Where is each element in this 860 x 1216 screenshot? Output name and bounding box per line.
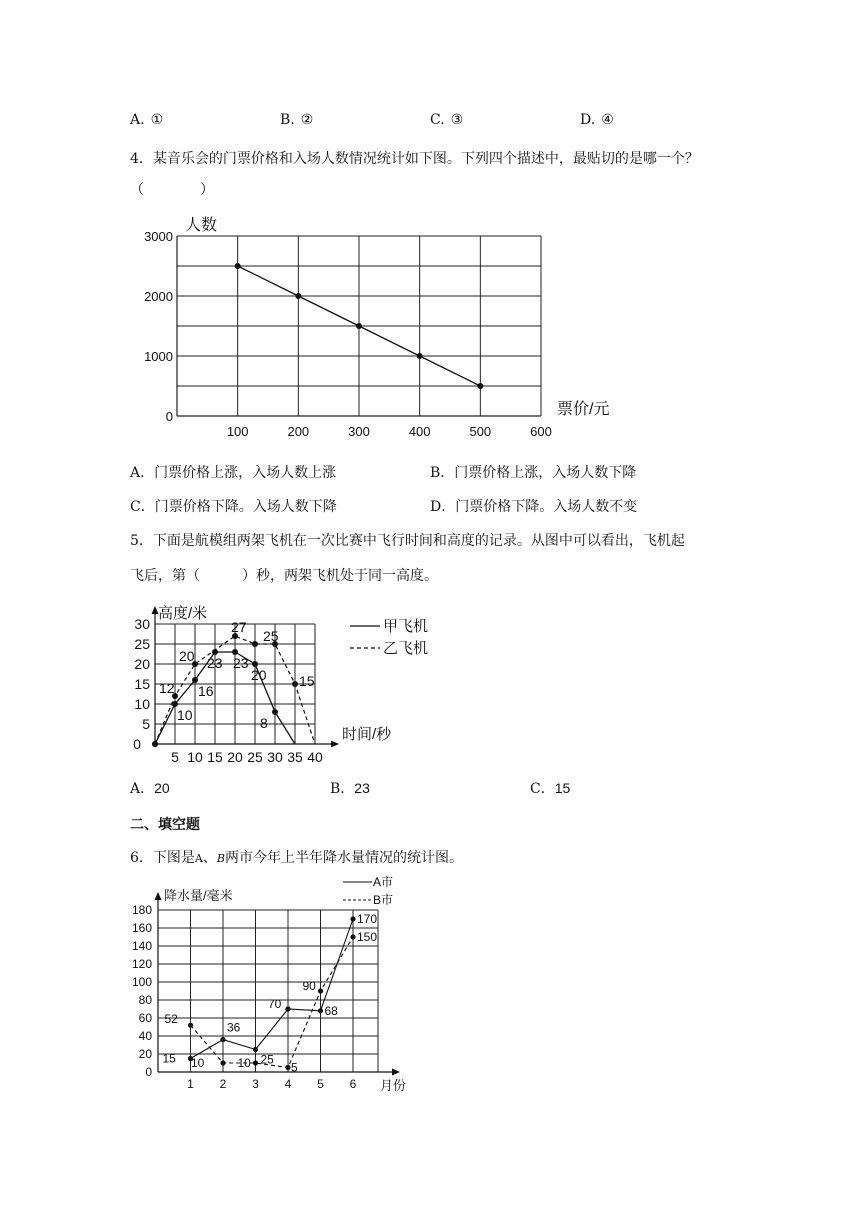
y-tick-label: 20 [134, 656, 150, 672]
plane-altitude-chart [120, 595, 450, 770]
x-axis-label: 时间/秒 [342, 726, 392, 743]
city-a-label: 36 [227, 1020, 241, 1035]
x-tick-label: 200 [287, 424, 310, 439]
x-axis-arrow [331, 741, 339, 748]
y-tick-label: 60 [138, 1011, 152, 1025]
city-b-point [188, 1023, 193, 1028]
city-a-point [285, 1006, 290, 1011]
plane-a-label: 20 [251, 667, 267, 683]
y-axis-label: 高度/米 [158, 605, 208, 622]
city-a-label: 25 [260, 1052, 274, 1067]
plane-b-point [252, 641, 258, 647]
x-tick-label: 10 [187, 749, 203, 765]
y-axis-arrow [155, 892, 162, 900]
x-tick-label: 35 [287, 749, 303, 765]
y-tick-label: 15 [134, 676, 150, 692]
legend-plane-a: 甲飞机 [383, 618, 429, 635]
x-tick-label: 3 [252, 1077, 259, 1091]
city-a-point [318, 1008, 323, 1013]
q4-option-b[interactable]: B．门票价格上涨，入场人数下降 [430, 465, 637, 481]
city-a-point [220, 1037, 225, 1042]
x-tick-label: 40 [307, 749, 323, 765]
city-a-point [253, 1047, 258, 1052]
q4-option-c[interactable]: C．门票价格下降。入场人数下降 [130, 499, 337, 515]
plane-a-label: 23 [207, 655, 223, 671]
x-tick-label: 1 [187, 1077, 194, 1091]
x-tick-label: 25 [247, 749, 263, 765]
q5-option-b[interactable]: B．23 [330, 780, 370, 797]
city-b-point [253, 1060, 258, 1065]
plane-b-point [152, 741, 158, 747]
city-a-point [350, 916, 355, 921]
q4-option-a[interactable]: A．门票价格上涨，入场人数上涨 [130, 465, 337, 481]
plane-a-label: 16 [198, 683, 214, 699]
y-tick-label: 180 [131, 903, 152, 917]
y-tick-label: 1000 [144, 349, 173, 364]
plane-a-label: 10 [177, 707, 193, 723]
city-b-label: 52 [164, 1012, 178, 1027]
q3-option-d[interactable]: D. ④ [580, 112, 614, 128]
q4-stem-line1: 4．某音乐会的门票价格和入场人数情况统计如下图。下列四个描述中，最贴切的是哪一个？ [130, 151, 699, 167]
city-b-point [285, 1065, 290, 1070]
city-b-label: 10 [191, 1056, 205, 1070]
y-tick-label: 30 [134, 616, 150, 632]
legend-city-a: A市 [373, 875, 394, 889]
city-b-label: 10 [237, 1056, 251, 1070]
city-a-label: 15 [162, 1051, 176, 1066]
x-axis-label: 月份 [380, 1078, 407, 1093]
section-title: 二、填空题 [130, 817, 200, 833]
q3-option-c[interactable]: C. ③ [430, 112, 464, 128]
q3-option-a[interactable]: A. ① [130, 112, 164, 128]
x-tick-label: 500 [469, 424, 492, 439]
y-tick-label: 5 [142, 716, 150, 732]
plane-b-label: 15 [299, 673, 315, 689]
y-tick-label: 20 [138, 1047, 152, 1061]
plane-b-point [292, 681, 298, 687]
ticket-price-chart [120, 205, 640, 450]
plane-a-label: 8 [260, 715, 268, 731]
x-tick-label: 5 [317, 1077, 324, 1091]
x-tick-label: 15 [207, 749, 223, 765]
data-point [295, 293, 301, 299]
legend-city-b: B市 [373, 893, 394, 907]
q6-stem: 6．下图是A、B两市今年上半年降水量情况的统计图。 [130, 850, 463, 866]
city-a-label: 170 [357, 912, 378, 926]
plane-a-label: 23 [233, 655, 249, 671]
x-tick-label: 100 [226, 424, 249, 439]
legend-plane-b: 乙飞机 [383, 640, 429, 657]
y-tick-label: 120 [131, 957, 152, 971]
q4-answer-blank: （ ） [130, 182, 214, 198]
x-tick-label: 5 [171, 749, 179, 765]
x-tick-label: 600 [530, 424, 552, 439]
x-tick-label: 30 [267, 749, 283, 765]
city-b-point [220, 1060, 225, 1065]
y-tick-label: 2000 [144, 289, 173, 304]
x-tick-label: 2 [219, 1077, 227, 1091]
x-tick-label: 400 [408, 424, 431, 439]
y-tick-label: 160 [131, 921, 152, 935]
y-tick-label: 40 [138, 1029, 152, 1043]
city-a-label: 70 [268, 997, 282, 1011]
city-a-line [191, 919, 354, 1059]
city-b-label: 90 [302, 979, 316, 993]
plane-b-label: 20 [179, 648, 195, 664]
y-axis-label: 降水量/毫米 [164, 888, 233, 903]
data-point [356, 323, 362, 329]
city-b-label: 5 [291, 1060, 298, 1075]
y-tick-label: 80 [138, 993, 152, 1007]
y-tick-label: 3000 [144, 229, 173, 244]
y-axis-label: 人数 [185, 217, 218, 234]
x-tick-label: 4 [284, 1077, 292, 1091]
rainfall-chart [125, 870, 420, 1095]
q5-stem-line1: 5．下面是航模组两架飞机在一次比赛中飞行时间和高度的记录。从图中可以看出，飞机起 [130, 533, 685, 549]
city-b-point [318, 988, 323, 993]
y-tick-label: 25 [134, 636, 150, 652]
x-axis-arrow [392, 1069, 400, 1076]
plane-b-label: 27 [231, 619, 247, 635]
q5-option-a[interactable]: A．20 [130, 780, 170, 797]
x-tick-label: 20 [227, 749, 243, 765]
y-tick-label: 0 [145, 1065, 152, 1079]
x-tick-label: 0 [133, 736, 141, 752]
city-a-label: 68 [324, 1003, 338, 1018]
x-axis-label: 票价/元 [557, 401, 610, 418]
y-tick-label: 140 [131, 939, 152, 953]
q5-option-c[interactable]: C．15 [530, 780, 571, 797]
plane-b-label: 12 [159, 680, 175, 696]
q4-option-d[interactable]: D．门票价格下降。入场人数不变 [430, 499, 638, 515]
plane-b-label: 25 [263, 628, 279, 644]
q5-stem-line2: 飞后，第（ ）秒，两架飞机处于同一高度。 [130, 568, 438, 584]
city-b-point [350, 934, 355, 939]
data-point [417, 353, 423, 359]
city-b-label: 150 [357, 930, 378, 944]
y-tick-label: 10 [134, 696, 150, 712]
x-tick-label: 300 [348, 424, 370, 439]
data-point [477, 383, 483, 389]
data-point [235, 263, 241, 269]
y-tick-label: 0 [165, 409, 173, 424]
q3-option-b[interactable]: B. ② [280, 112, 314, 128]
x-tick-label: 6 [349, 1077, 357, 1091]
y-tick-label: 100 [131, 975, 152, 989]
plane-a-point [272, 709, 278, 715]
